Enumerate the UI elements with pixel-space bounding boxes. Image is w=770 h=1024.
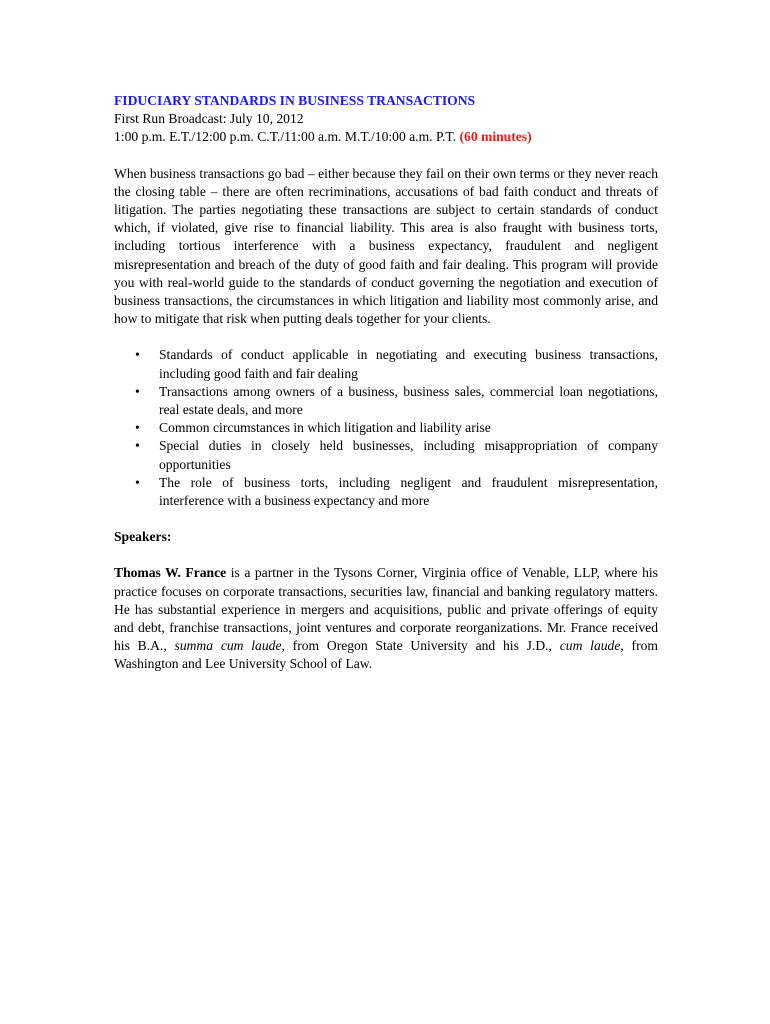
- list-item-text: Special duties in closely held businesses, including misappropriation of company opportunities: [159, 438, 658, 472]
- list-item: [135, 346, 658, 382]
- list-item-text: Transactions among owners of a business, business sales, commercial loan negotiations, real estate deals, and more: [159, 383, 658, 418]
- program-description: When business transactions go bad – either because they fail on their own terms or they never reach the closing table – there are often recriminations, accusations of bad faith conduct and threats of litigation. The parties negotiating these transactions are subject to certain standards of conduct which, if violated, give rise to financial liability. This area is also fraught with business torts, including tortious interference with a business expectancy, fraudulent and negligent misrepresentation and breach of the duty of good faith and fair dealing. This program will provide you with real-world guide to the standards of conduct governing the negotiation and execution of business transactions, the circumstances in which litigation and liability most commonly arise, and how to mitigate that risk when putting deals together for your clients.: [114, 165, 658, 327]
- list-item-text: The role of business torts, including negligent and fraudulent misrepresentation, interference with a business expectancy and more: [159, 474, 658, 509]
- bullet-icon: •: [135, 347, 140, 363]
- speaker-bio: [114, 564, 658, 673]
- bio-text-3: , from Washington and Lee University School of Law.: [114, 638, 658, 672]
- bio-text-1: is a partner in the Tysons Corner, Virginia office of Venable, LLP, where his practice focuses on corporate transactions, securities law, financial and banking regulatory matters. He has substantial experience in mergers and acquisitions, public and private offerings of equity and debt, franchise transactions, joint ventures and corporate reorganizations. Mr. France received his B.A.,: [114, 565, 658, 654]
- speaker-name: Thomas W. France: [114, 565, 227, 581]
- honor-cum-laude: cum laude: [559, 638, 621, 654]
- honor-summa: summa cum laude: [174, 638, 282, 654]
- bullet-icon: •: [135, 438, 140, 454]
- bio-text-2: , from Oregon State University and his J.D.,: [281, 638, 560, 654]
- list-item: [135, 383, 658, 419]
- list-item: [135, 419, 658, 437]
- topics-list: [114, 346, 658, 510]
- document-title: FIDUCIARY STANDARDS IN BUSINESS TRANSACTIONS: [114, 93, 476, 108]
- bullet-icon: •: [135, 420, 140, 436]
- document-page: [114, 92, 658, 674]
- broadcast-times: [114, 128, 658, 146]
- bullet-icon: •: [135, 474, 140, 490]
- list-item-text: Standards of conduct applicable in negotiating and executing business transactions, including good faith and fair dealing: [159, 347, 658, 381]
- bullet-icon: •: [135, 383, 140, 399]
- speakers-heading: Speakers:: [114, 529, 172, 545]
- list-item: [135, 474, 658, 510]
- list-item: [135, 437, 658, 473]
- list-item-text: Common circumstances in which litigation and liability arise: [159, 420, 491, 436]
- time-zones-text: 1:00 p.m. E.T./12:00 p.m. C.T./11:00 a.m. M.T./10:00 a.m. P.T.: [114, 129, 457, 145]
- broadcast-date: First Run Broadcast: July 10, 2012: [114, 111, 304, 127]
- duration-text: (60 minutes): [459, 129, 532, 145]
